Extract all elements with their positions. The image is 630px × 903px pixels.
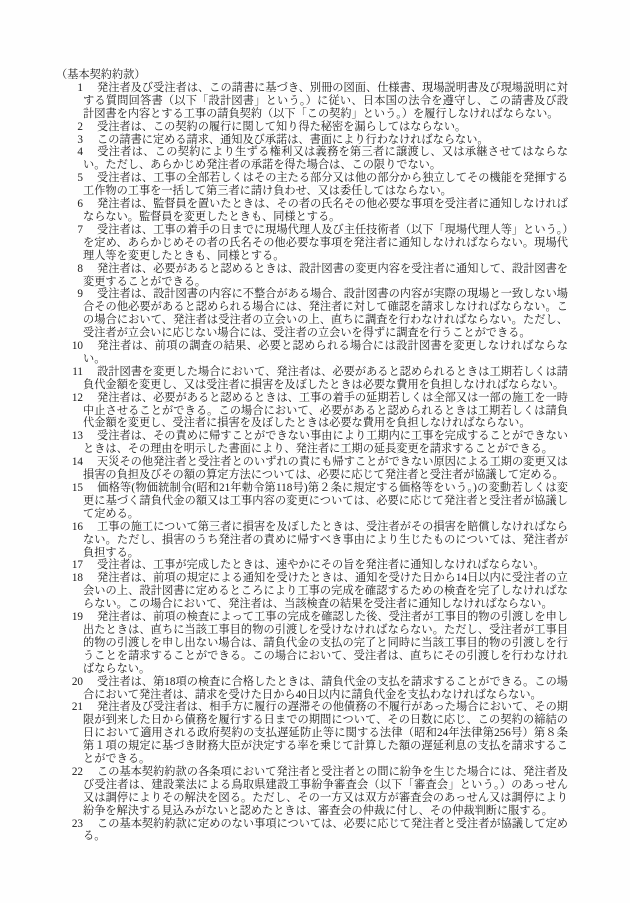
clause-text: 発注者は、前項の調査の結果、必要と認められる場合には設計図書を変更しなければならない。 (83, 340, 568, 365)
clause-text: 天災その他発注者と受注者とのいずれの責にも帰すことができない原因による工期の変更又は損害の負担及びその額の算定方法については、必要に応じて発注者と受注者が協議して定める。 (83, 456, 568, 482)
clause-text: 受注者は、工事の全部若しくはその主たる部分又は他の部分から独立してその機能を発揮する工作物の工事を一括して第三者に請け負わせ、又は委任してはならない。 (83, 172, 568, 198)
clause-number: 18 (71, 572, 83, 585)
clause-item (56, 818, 568, 844)
clause-text: 発注者は、必要があると認めるときは、設計図書の変更内容を受注者に通知して、設計図書を変更することができる。 (83, 262, 568, 288)
clause-item (56, 82, 568, 121)
contract-terms-body (56, 69, 568, 843)
clause-number: 9 (77, 288, 83, 301)
clause-item (56, 146, 568, 172)
clause-number: 7 (77, 223, 83, 236)
clause-item (56, 263, 568, 289)
clause-text: 発注者及び受注者は、相手方に履行の遅滞その他債務の不履行があった場合において、その期限が到来した日から債務を履行する日までの期間について、その日数に応じ、この契約の締結の日において適用される政府契約の支払遅延防止等に関する法律（昭和24年法律第256号）第８条第１項の規定に基づき財務大臣が決定する率を乗じて計算した額の遅延利息の支払を請求することができる。 (83, 701, 568, 766)
clause-number: 10 (71, 340, 83, 353)
clause-list (56, 82, 568, 843)
clause-item (56, 224, 568, 263)
clause-number: 16 (71, 520, 83, 533)
clause-item (56, 430, 568, 456)
clause-number: 21 (71, 701, 83, 714)
clause-text: 発注者及び受注者は、この請書に基づき、別冊の図面、仕様書、現場説明書及び現場説明に対する質問回答書（以下「設計図書」という。）に従い、日本国の法令を遵守し、この請書及び設計図書を内容とする工事の請負契約（以下「この契約」という。）を履行しなければならない。 (83, 81, 568, 120)
clause-number: 20 (71, 675, 83, 688)
document-heading: （基本契約約款） (56, 69, 146, 81)
clause-item (56, 766, 568, 818)
clause-text: 受注者は、工事が完成したときは、速やかにその旨を発注者に通知しなければならない。 (97, 559, 545, 572)
clause-text: 受注者は、その責めに帰すことができない事由により工期内に工事を完成することができないときは、その理由を明示した書面により、発注者に工期の延長変更を請求することができる。 (83, 430, 568, 456)
clause-text: 発注者は、必要があると認めるときは、工事の着手の延期若しくは全部又は一部の施工を一時中止させることができる。この場合において、必要があると認められるときは工期若しくは請負代金額を変更し、受注者に損害を及ぼしたときは必要な費用を負担しなければならない。 (83, 391, 568, 430)
clause-text: 発注者は、前項の規定による通知を受けたときは、通知を受けた日から14日以内に受注者の立会いの上、設計図書に定めるところにより工事の完成を確認するための検査を完了しなければならない。この場合において、発注者は、当該検査の結果を受注者に通知しなければならない。 (83, 572, 568, 611)
clause-item (56, 121, 568, 134)
clause-text: 発注者は、監督員を置いたときは、その者の氏名その他必要な事項を受注者に通知しなければならない。監督員を変更したときも、同様とする。 (83, 198, 568, 223)
clause-item (56, 392, 568, 431)
clause-text: 受注者は、第18項の検査に合格したときは、請負代金の支払を請求することができる。この場合において発注者は、請求を受けた日から40日以内に請負代金を支払わなければならない。 (83, 675, 568, 701)
clause-item (56, 521, 568, 560)
clause-text: 受注者は、この契約により生ずる権利又は義務を第三者に譲渡し、又は承継させてはならない。ただし、あらかじめ発注者の承諾を得た場合は、この限りでない。 (83, 146, 568, 172)
clause-number: 13 (71, 430, 83, 443)
clause-item (56, 456, 568, 482)
clause-number: 14 (71, 456, 83, 469)
clause-item (56, 611, 568, 676)
clause-number: 8 (77, 262, 83, 275)
clause-text: 工事の施工について第三者に損害を及ぼしたときは、受注者がその損害を賠償しなければならない。ただし、損害のうち発注者の責めに帰すべき事由により生じたものについては、発注者が負担する。 (83, 520, 568, 559)
clause-number: 23 (71, 817, 83, 830)
clause-text: 価格等(物価統制令(昭和21年勅令第118号)第２条に規定する価格等をいう。)の変動若しくは変更に基づく請負代金の額又は工事内容の変更については、必要に応じて発注者と受注者が協議して定める。 (83, 482, 568, 520)
clause-number: 2 (77, 120, 83, 133)
clause-item (56, 559, 568, 572)
clause-item (56, 701, 568, 766)
clause-item (56, 134, 568, 147)
clause-text: 受注者は、設計図書の内容に不整合がある場合、設計図書の内容が実際の現場と一致しない場合その他必要があると認められる場合には、発注者に対して確認を請求しなければならない。この場合において、発注者は受注者の立会いの上、直ちに調査を行わなければならない。ただし、受注者が立会いに応じない場合には、受注者の立会いを得ずに調査を行うことができる。 (83, 288, 568, 340)
clause-item (56, 198, 568, 224)
clause-item (56, 676, 568, 702)
clause-text: この基本契約約款の各条項において発注者と受注者との間に紛争を生じた場合には、発注者及び受注者は、建設業法による鳥取県建設工事紛争審査会（以下「審査会」という。）のあっせん又は調停によりその解決を図る。ただし、その一方又は双方が審査会のあっせん又は調停により紛争を解決する見込みがないと認めたときは、審査会の仲裁に付し、その仲裁判断に服する。 (83, 765, 568, 817)
clause-text: 発注者は、前項の検査によって工事の完成を確認した後、受注者が工事目的物の引渡しを申し出たときは、直ちに当該工事目的物の引渡しを受けなければならない。ただし、受注者が工事目的物の引渡しを申し出ない場合は、請負代金の支払の完了と同時に当該工事目的物の引渡しを行うことを請求することができる。この場合において、受注者は、直ちにその引渡しを行わなければならない。 (83, 611, 568, 675)
clause-text: 受注者は、この契約の履行に関して知り得た秘密を漏らしてはならない。 (97, 120, 467, 133)
clause-item (56, 172, 568, 198)
clause-item (56, 340, 568, 366)
clause-number: 11 (72, 365, 83, 378)
clause-number: 17 (71, 559, 83, 572)
clause-number: 19 (71, 611, 83, 624)
clause-number: 1 (77, 81, 83, 94)
clause-text: この請書に定める請求、通知及び承諾は、書面により行わなければならない。 (97, 133, 489, 146)
clause-text: 受注者は、工事の着手の日までに現場代理人及び主任技術者（以下「現場代理人等」という。）を定め、あらかじめその者の氏名その他必要な事項を発注者に通知しなければならない。現場代理人等を変更したときも、同様とする。 (83, 223, 568, 262)
clause-number: 6 (77, 198, 83, 211)
clause-text: 設計図書を変更した場合において、発注者は、必要があると認められるときは工期若しくは請負代金額を変更し、又は受注者に損害を及ぼしたときは必要な費用を負担しなければならない。 (83, 365, 568, 391)
clause-number: 5 (77, 172, 83, 185)
clause-number: 3 (77, 133, 83, 146)
clause-item (56, 482, 568, 521)
clause-item (56, 288, 568, 340)
clause-number: 15 (71, 482, 83, 494)
clause-item (56, 366, 568, 392)
clause-item (56, 572, 568, 611)
clause-text: この基本契約約款に定めのない事項については、必要に応じて発注者と受注者が協議して定める。 (83, 817, 568, 843)
clause-number: 22 (71, 765, 83, 778)
clause-number: 4 (77, 146, 83, 159)
clause-number: 12 (71, 391, 83, 404)
